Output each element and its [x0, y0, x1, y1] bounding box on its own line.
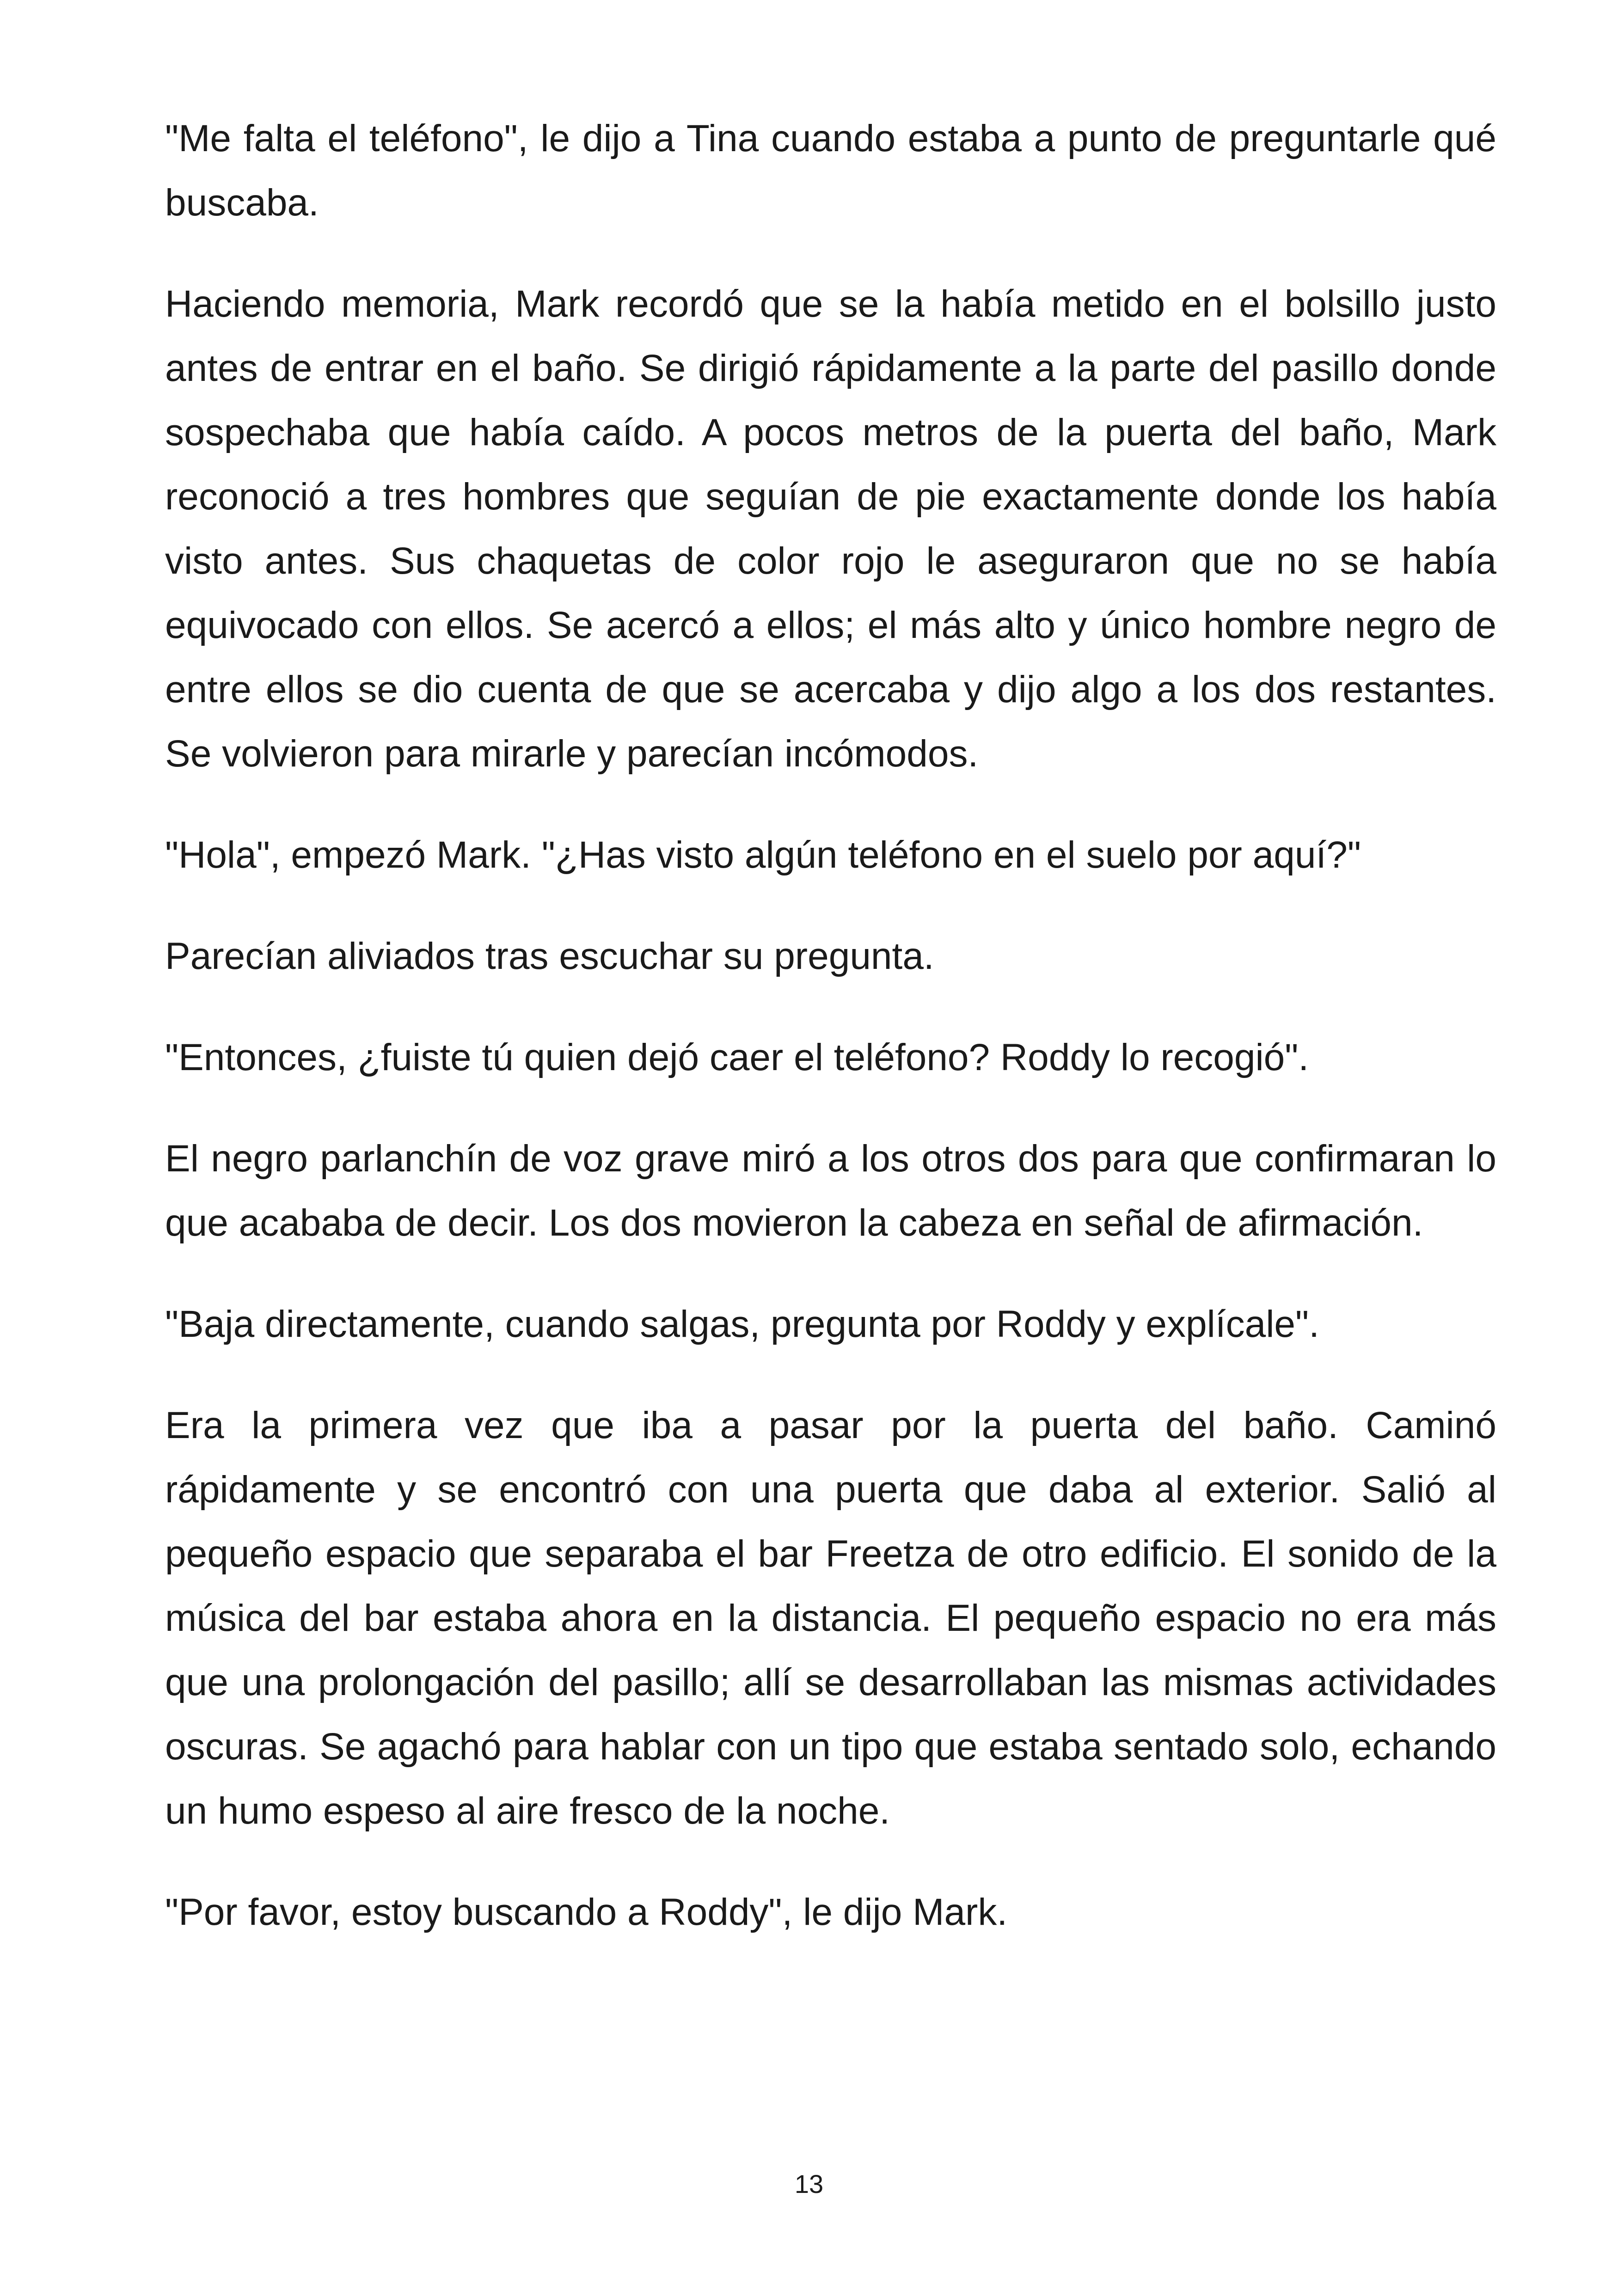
paragraph: Era la primera vez que iba a pasar por la puerta del baño. Caminó rápidamente y se encontró con una puerta que daba al exterior. Salió al pequeño espacio que separaba el bar Freetza de otro edificio. El sonido de la música del bar estaba ahora en la distancia. El pequeño espacio no era más que una prolongación del pasillo; allí se desarrollaban las mismas actividades oscuras. Se agachó para hablar con un tipo que estaba sentado solo, echando un humo espeso al aire fresco de la noche.	[165, 1404, 1496, 1832]
page-number: 13	[794, 2169, 824, 2198]
paragraph: "Por favor, estoy buscando a Roddy", le dijo Mark.	[165, 1891, 1008, 1933]
paragraph: "Me falta el teléfono", le dijo a Tina cuando estaba a punto de preguntarle qué buscaba.	[165, 117, 1496, 224]
paragraph: Parecían aliviados tras escuchar su pregunta.	[165, 935, 934, 977]
body-text	[165, 106, 1496, 1981]
paragraph: "Hola", empezó Mark. "¿Has visto algún teléfono en el suelo por aquí?"	[165, 834, 1361, 876]
paragraph: El negro parlanchín de voz grave miró a los otros dos para que confirmaran lo que acababa de decir. Los dos movieron la cabeza en señal de afirmación.	[165, 1138, 1496, 1244]
paragraph: "Entonces, ¿fuiste tú quien dejó caer el teléfono? Roddy lo recogió".	[165, 1036, 1309, 1078]
paragraph: "Baja directamente, cuando salgas, pregunta por Roddy y explícale".	[165, 1303, 1319, 1345]
paragraph: Haciendo memoria, Mark recordó que se la había metido en el bolsillo justo antes de entrar en el baño. Se dirigió rápidamente a la parte del pasillo donde sospechaba que había caído. A pocos metros de la puerta del baño, Mark reconoció a tres hombres que seguían de pie exactamente donde los había visto antes. Sus chaquetas de color rojo le aseguraron que no se había equivocado con ellos. Se acercó a ellos; el más alto y único hombre negro de entre ellos se dio cuenta de que se acercaba y dijo algo a los dos restantes. Se volvieron para mirarle y parecían incómodos.	[165, 283, 1496, 775]
